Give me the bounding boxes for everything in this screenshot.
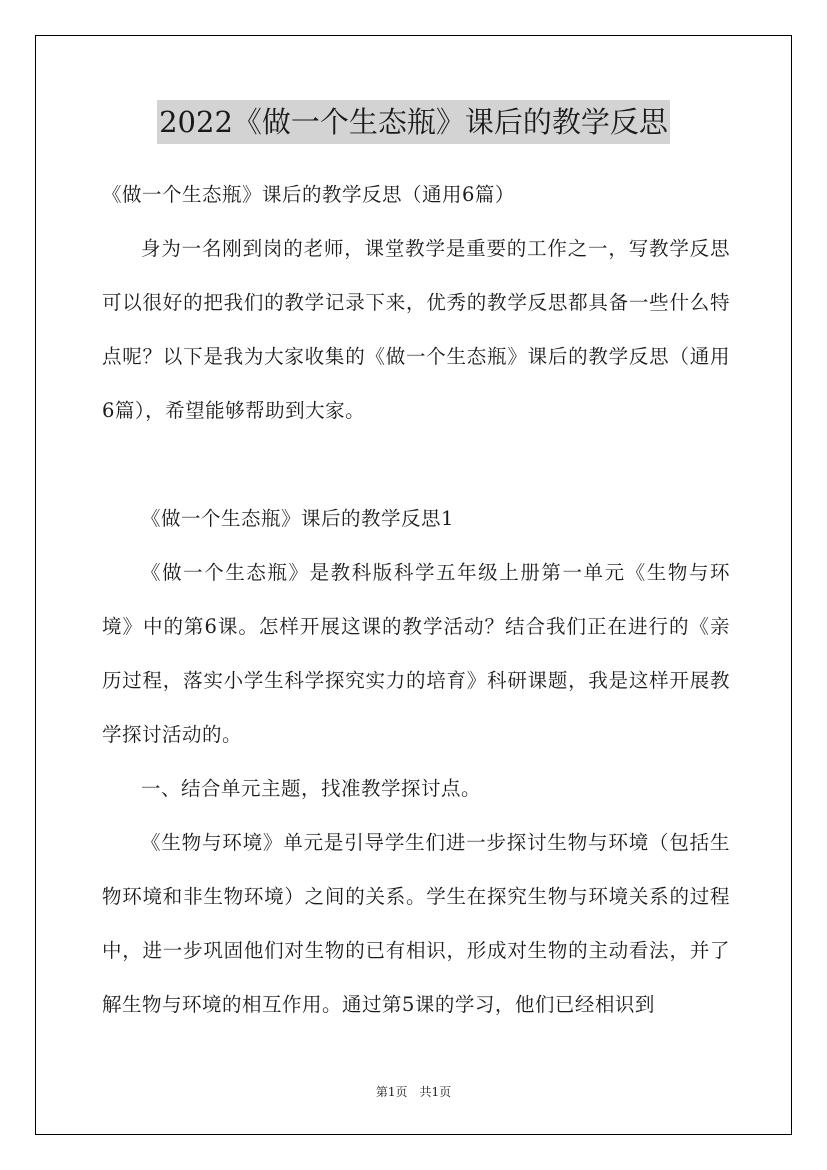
- section-heading: 《做一个生态瓶》课后的教学反思1: [141, 507, 454, 530]
- blank-line: [102, 438, 730, 492]
- point-heading: 一、结合单元主题，找准教学探讨点。: [141, 777, 482, 800]
- page-number: 第1页 共1页: [375, 1085, 452, 1099]
- body-paragraph-1: 《做一个生态瓶》是教科版科学五年级上册第一单元《生物与环境》中的第6课。怎样开展这课的教学活动？结合我们正在进行的《亲历过程，落实小学生科学探究实力的培育》科研课题，我是这样开展教学探讨活动的。: [102, 561, 730, 746]
- body-paragraph-2: 《生物与环境》单元是引导学生们进一步探讨生物与环境（包括生物环境和非生物环境）之间的关系。学生在探究生物与环境关系的过程中，进一步巩固他们对生物的已有相识，形成对生物的主动看法，并了解生物与环境的相互作用。通过第5课的学习，他们已经相识到: [102, 831, 730, 1016]
- page-footer: [0, 1084, 827, 1100]
- document-body: [102, 168, 730, 1032]
- intro-paragraph: 身为一名刚到岗的老师，课堂教学是重要的工作之一，写教学反思可以很好的把我们的教学记录下来，优秀的教学反思都具备一些什么特点呢？以下是我为大家收集的《做一个生态瓶》课后的教学反思（通用6篇），希望能够帮助到大家。: [102, 237, 730, 422]
- title-container: [0, 100, 827, 144]
- document-title: 2022《做一个生态瓶》课后的教学反思: [157, 100, 670, 144]
- document-subtitle: 《做一个生态瓶》课后的教学反思（通用6篇）: [102, 183, 515, 206]
